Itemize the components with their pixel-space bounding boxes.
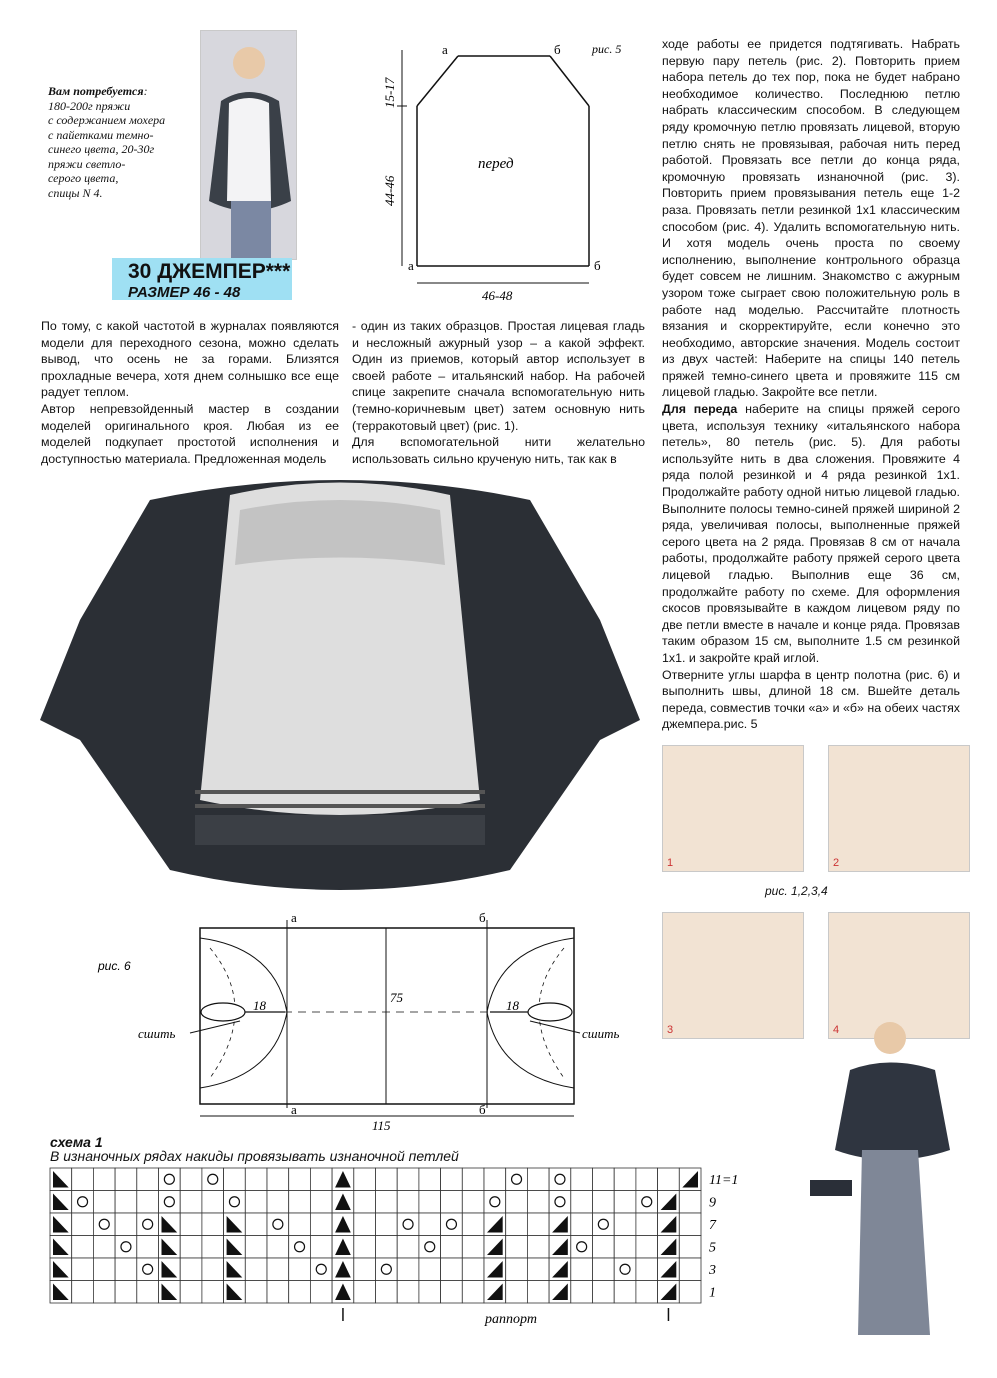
scheme-cell [245,1191,267,1214]
scheme-cell [159,1168,181,1191]
scheme-cell [484,1168,506,1191]
scheme-cell [72,1258,94,1281]
instructions-paragraph [662,401,960,667]
scheme-cell [527,1168,549,1191]
technique-photo-1 [662,745,804,872]
scheme-cell [310,1191,332,1214]
scheme-cell [679,1191,701,1214]
scheme-row-label: 9 [709,1195,716,1211]
fig6-sew-left: сшить [138,1026,176,1041]
scheme-cell [72,1168,94,1191]
fig5-front-label: перед [478,156,514,172]
scheme-cell [397,1213,419,1236]
requirements-line: синего цвета, 20-30г [48,142,155,156]
fig6-seam-right: 18 [506,998,519,1013]
scheme-cell [202,1168,224,1191]
intro-column-2 [352,318,645,467]
requirements-heading: Вам потребуется [48,84,144,98]
scheme-cell [180,1258,202,1281]
scheme-cell [636,1168,658,1191]
scheme-cell [593,1236,615,1259]
fig5-diagram [370,36,660,306]
scheme-cell [549,1168,571,1191]
scheme-cell [354,1213,376,1236]
scheme-cell [636,1281,658,1304]
scheme-cell [289,1236,311,1259]
scheme-cell [93,1258,115,1281]
scheme-cell [376,1236,398,1259]
scheme-cell [571,1191,593,1214]
scheme-row-label: 7 [709,1218,716,1233]
fig6-height: 75 [390,990,403,1005]
scheme-cell [462,1168,484,1191]
scheme-cell [202,1281,224,1304]
scheme-cell [93,1236,115,1259]
scheme-cell [354,1168,376,1191]
scheme-cell [180,1281,202,1304]
scheme-cell [115,1281,137,1304]
technique-photo-number: 2 [833,857,840,869]
scheme-cell [462,1281,484,1304]
fig5-dim-side: 44-46 [382,175,397,206]
scheme-cell [376,1168,398,1191]
front-lead: Для переда [662,402,738,417]
scheme-cell [376,1258,398,1281]
scheme-cell [636,1236,658,1259]
scheme-cell [224,1191,246,1214]
requirements-line: пряжи светло- [48,156,126,171]
scheme-cell [419,1281,441,1304]
scheme-cell [636,1258,658,1281]
scheme-cell [289,1281,311,1304]
pattern-title: 30 ДЖЕМПЕР*** [128,260,291,283]
scheme-cell [267,1168,289,1191]
garment-photo [40,470,640,910]
scheme-cell [636,1191,658,1214]
scheme-cell [484,1191,506,1214]
scheme-note: В изнаночных рядах накиды провязывать изнаночной петлей [50,1148,459,1164]
scheme-cell [376,1281,398,1304]
scheme-cell [289,1213,311,1236]
technique-photo-number: 1 [667,857,674,869]
requirements-line: серого цвета, [48,171,119,185]
scheme-cell [679,1258,701,1281]
fig6-sew-right: сшить [582,1026,620,1041]
scheme-cell [419,1258,441,1281]
fig5-dim-bottom: 46-48 [482,288,513,303]
scheme-cell [72,1236,94,1259]
fig5-corner-b: б [554,42,561,57]
fig6-corner-a-top: а [291,910,297,925]
model-photo-bottom [800,1010,970,1365]
scheme-cell [267,1236,289,1259]
fig6-diagram [90,908,650,1138]
scheme-cell [245,1236,267,1259]
scheme-cell [419,1236,441,1259]
scheme-cell [462,1258,484,1281]
scheme-cell [462,1236,484,1259]
model-photo-top [200,30,297,260]
scheme-cell [397,1191,419,1214]
scheme-cell [593,1168,615,1191]
scheme-cell [289,1168,311,1191]
scheme-row-label: 1 [709,1285,716,1301]
technique-photo-number: 4 [833,1024,840,1036]
scheme-cell [419,1213,441,1236]
model-photo-bottom-figure [800,1010,970,1365]
scheme-cell [180,1168,202,1191]
scheme-cell [93,1281,115,1304]
requirements-line: с пайетками темно- [48,127,154,142]
scheme-cell [636,1213,658,1236]
scheme-cell [72,1191,94,1214]
scheme-cell [93,1213,115,1236]
scheme-cell [571,1281,593,1304]
scheme-cell [267,1191,289,1214]
scheme-cell [202,1191,224,1214]
intro-paragraph: Для вспомогательной нити желательно использовать сильно крученую нить, так как в [352,435,645,466]
scheme-cell [593,1213,615,1236]
scheme-cell [441,1258,463,1281]
scheme-cell [245,1168,267,1191]
scheme-title: схема 1 [50,1134,103,1150]
scheme-cell [354,1258,376,1281]
scheme-cell [267,1281,289,1304]
scheme-cell [115,1236,137,1259]
fig5-caption: рис. 5 [592,42,622,56]
requirements-line: спицы N 4. [48,185,103,200]
technique-photos-caption: рис. 1,2,3,4 [765,884,828,898]
scheme-cell [614,1236,636,1259]
instructions-column [662,36,960,733]
scheme-cell [527,1281,549,1304]
scheme-cell [527,1258,549,1281]
scheme-cell [679,1281,701,1304]
fig6-width: 115 [372,1118,391,1133]
scheme-chart [40,1160,800,1350]
intro-column-1 [41,318,339,467]
scheme-cell [441,1281,463,1304]
scheme-cell [137,1236,159,1259]
scheme-cell [593,1191,615,1214]
scheme-cell [93,1168,115,1191]
scheme-cell [137,1191,159,1214]
scheme-cell [397,1236,419,1259]
scheme-cell [245,1213,267,1236]
scheme-cell [180,1236,202,1259]
fig5-corner-a-bottom: а [408,258,414,273]
model-photo-top-figure [201,31,296,259]
scheme-cell [267,1258,289,1281]
scheme-cell [289,1191,311,1214]
scheme-cell [354,1281,376,1304]
scheme-cell [506,1213,528,1236]
scheme-cell [658,1168,680,1191]
scheme-cell [354,1236,376,1259]
scheme-cell [571,1258,593,1281]
scheme-cell [224,1168,246,1191]
scheme-row-label: 5 [709,1240,716,1256]
scheme-cell [310,1281,332,1304]
scheme-row-label: 11=1 [709,1173,739,1188]
scheme-cell [289,1258,311,1281]
scheme-cell [462,1191,484,1214]
instructions-paragraph: Отверните углы шарфа в центр полотна (рис. 6) и выполнить швы, длиной 18 см. Вшейте деталь переда, совместив точки «а» и «б» на обеих частях джемпера.рис. 5 [662,667,960,732]
fig6-corner-b-top: б [479,910,486,925]
technique-photo-3 [662,912,804,1039]
scheme-cell [614,1213,636,1236]
scheme-cell [137,1281,159,1304]
scheme-cell [115,1213,137,1236]
scheme-cell [397,1258,419,1281]
scheme-cell [614,1258,636,1281]
scheme-cell [441,1168,463,1191]
instructions-paragraph: ходе работы ее придется подтягивать. Набрать первую пару петель (рис. 2). Повторить прием набора петель до тех пор, пока не будет набрано необходимое количество. Последнюю петлю набрать классическим способом. В следующем ряду кромочную петлю провязать лицевой, вторую петлю снять не провязывая, рабочая нить перед работой. Провязать все петли до конца ряда, кромочную провязать изнаночной (рис. 3). Повторить прием провязывания петель еще 1-2 раза. Провязать петли резинкой 1х1 классическим способом (рис. 4). Удалить вспомогательную нить. И хотя модель очень проста по своему исполнению, выполнение контрольного образца будет совсем не лишним. Знакомство с ажурным узором тоже сыграет свою положительную роль в работе над моделью. Рассчитайте плотность вязания и скорректируйте, если конечно это необходимо, авторские значения. Модель состоит из двух частей: Наберите на спицы 140 петель пряжей темно-синего цвета и провяжите 115 см лицевой гладью. Закройте все петли. [662,37,960,400]
scheme-cell [310,1213,332,1236]
scheme-cell [376,1213,398,1236]
scheme-cell [202,1258,224,1281]
scheme-cell [115,1168,137,1191]
scheme-cell [462,1213,484,1236]
scheme-cell [506,1236,528,1259]
intro-paragraph: По тому, с какой частотой в журналах появляются модели для переходного сезона, можно сделать вывод, что осень не за горами. Близятся прохладные вечера, хотя днем солнышко все еще радует теплом. [41,319,339,400]
fig6-caption: рис. 6 [98,959,131,973]
scheme-cell [72,1281,94,1304]
scheme-cell [506,1258,528,1281]
scheme-cell [310,1258,332,1281]
requirements: Вам потребуется: 180-200г пряжи с содержанием мохера с пайетками темно- синего цвета, 20-30г пряжи светло- серого цвета, спицы N 4. [48,84,198,200]
scheme-cell [376,1191,398,1214]
scheme-cell [506,1281,528,1304]
scheme-cell [137,1213,159,1236]
scheme-row-label: 3 [709,1263,716,1278]
scheme-cell [180,1213,202,1236]
scheme-cell [506,1168,528,1191]
scheme-cell [506,1191,528,1214]
scheme-cell [593,1258,615,1281]
intro-paragraph: Автор непревзойденный мастер в создании моделей оригинального кроя. Любая из ее моделей подкупает простотой исполнения и доступностью материала. Предложенная модель [41,401,339,466]
fig5-corner-a: а [442,42,448,57]
scheme-cell [245,1281,267,1304]
scheme-cell [679,1213,701,1236]
scheme-cell [527,1236,549,1259]
scheme-cell [549,1191,571,1214]
scheme-cell [527,1213,549,1236]
scheme-cell [571,1168,593,1191]
scheme-cell [593,1281,615,1304]
fig6-seam-left: 18 [253,998,266,1013]
scheme-cell [137,1258,159,1281]
scheme-cell [419,1168,441,1191]
requirements-line: 180-200г пряжи [48,98,131,113]
scheme-cell [571,1213,593,1236]
scheme-cell [397,1281,419,1304]
scheme-cell [245,1258,267,1281]
scheme-cell [180,1191,202,1214]
fig5-corner-b-bottom: б [594,258,601,273]
scheme-cell [159,1191,181,1214]
scheme-cell [571,1236,593,1259]
fig6-corner-a-bottom: а [291,1102,297,1117]
scheme-cell [527,1191,549,1214]
scheme-cell [310,1168,332,1191]
technique-photo-number: 3 [667,1024,674,1036]
scheme-cell [614,1168,636,1191]
scheme-cell [441,1213,463,1236]
front-instructions: наберите на спицы пряжей серого цвета, используя технику «итальянского набора петель», 80 петель (рис. 5). Для работы используйте нить в два сложения. Провяжите 4 ряда полой резинкой и 4 ряда резинкой 1х1. Продолжайте работу одной нитью лицевой гладью. Выполните полосы темно-синей пряжей шириной 2 ряда, увеличивая полосы, выполненные пряжей серого цвета на 2 ряда. Провязав 8 см от начала работы, продолжайте работу пряжей серого цвета лицевой гладью. Выполнив еще 36 см, продолжайте работу по схеме. Для оформления скосов провязывайте в каждом лицевом ряду по две петли вместе в начале и конце ряда. Провязав таким образом 15 см, выполните 1.5 см резинкой 1х1. и закройте край иглой. [662,402,960,665]
scheme-cell [397,1168,419,1191]
requirements-line: с содержанием мохера [48,113,166,127]
intro-paragraph: - один из таких образцов. Простая лицевая гладь и несложный ажурный узор – а какой эффект. Один из приемов, который автор использует в своей работе – итальянский набор. На рабочей спице закрепите сначала вспомогательную нить (темно-коричневым цвет) затем основную нить (терракотовый цвет) (рис. 1). [352,319,645,433]
scheme-cell [354,1191,376,1214]
scheme-cell [267,1213,289,1236]
scheme-cell [614,1191,636,1214]
scheme-cell [441,1236,463,1259]
scheme-cell [310,1236,332,1259]
scheme-cell [202,1236,224,1259]
scheme-cell [679,1236,701,1259]
scheme-cell [419,1191,441,1214]
scheme-cell [614,1281,636,1304]
technique-photo-2 [828,745,970,872]
scheme-repeat-label: раппорт [485,1312,537,1327]
scheme-cell [137,1168,159,1191]
scheme-cell [115,1191,137,1214]
scheme-cell [115,1258,137,1281]
scheme-cell [202,1213,224,1236]
fig5-dim-top: 15-17 [382,77,397,108]
scheme-cell [72,1213,94,1236]
pattern-size: РАЗМЕР 46 - 48 [128,284,241,301]
fig6-corner-b-bottom: б [479,1102,486,1117]
scheme-cell [93,1191,115,1214]
scheme-cell [441,1191,463,1214]
